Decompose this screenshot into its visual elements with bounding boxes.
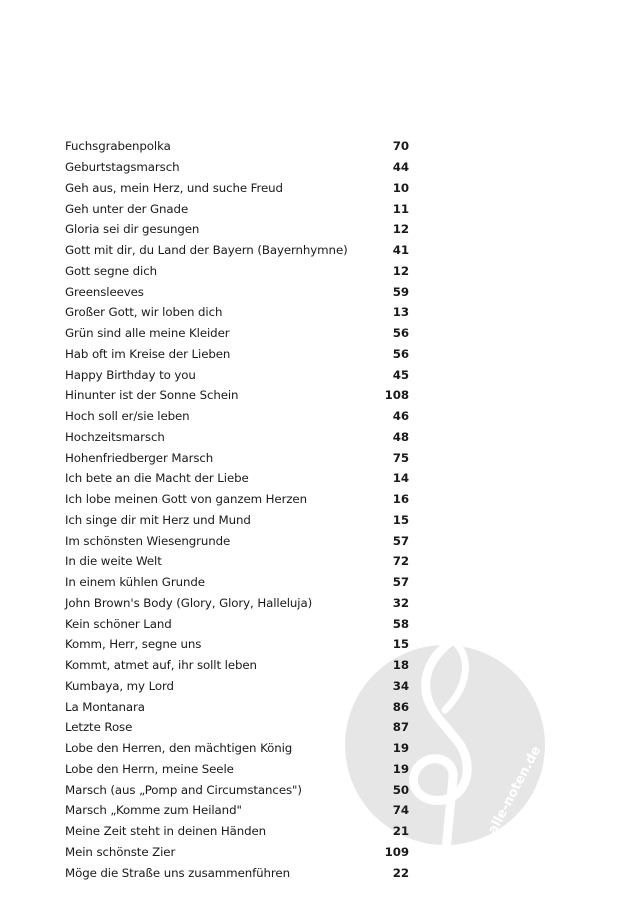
toc-entry-title: John Brown's Body (Glory, Glory, Halleluja) <box>65 595 313 610</box>
toc-entry-title: Meine Zeit steht in deinen Händen <box>65 824 267 839</box>
toc-entry <box>65 468 409 489</box>
toc-entry-page: 18 <box>392 658 409 673</box>
toc-entry-page: 70 <box>392 139 409 154</box>
toc-entry <box>65 323 409 344</box>
toc-entry-title: In einem kühlen Grunde <box>65 575 205 590</box>
toc-entry <box>65 696 409 717</box>
toc-entry <box>65 821 409 842</box>
toc-entry-title: Hab oft im Kreise der Lieben <box>65 346 231 361</box>
toc-entry-title: Hohenfriedberger Marsch <box>65 450 214 465</box>
toc-entry-page: 57 <box>392 533 409 548</box>
toc-entry-title: Mein schönste Zier <box>65 844 176 859</box>
toc-entry-page: 15 <box>392 637 409 652</box>
toc-entry-title: Gott mit dir, du Land der Bayern (Bayernhymne) <box>65 243 348 258</box>
toc-entry <box>65 655 409 676</box>
toc-entry-title: Geh aus, mein Herz, und suche Freud <box>65 180 283 195</box>
toc-entry <box>65 572 409 593</box>
toc-entry <box>65 593 409 614</box>
toc-entry <box>65 510 409 531</box>
toc-entry-page: 16 <box>392 492 409 507</box>
toc-entry-page: 108 <box>384 388 409 403</box>
toc-entry-page: 59 <box>392 284 409 299</box>
toc-entry-page: 15 <box>392 512 409 527</box>
toc-entry-page: 50 <box>392 782 409 797</box>
toc-entry <box>65 759 409 780</box>
toc-entry-page: 41 <box>392 243 409 258</box>
toc-entry <box>65 344 409 365</box>
toc-entry-page: 45 <box>392 367 409 382</box>
toc-entry <box>65 136 409 157</box>
toc-entry <box>65 551 409 572</box>
toc-entry-title: Marsch (aus „Pomp and Circumstances") <box>65 782 302 797</box>
toc-entry-page: 14 <box>392 471 409 486</box>
toc-entry <box>65 447 409 468</box>
toc-entry <box>65 219 409 240</box>
toc-entry <box>65 779 409 800</box>
toc-entry-title: In die weite Welt <box>65 554 162 569</box>
toc-entry-title: Kein schöner Land <box>65 616 172 631</box>
toc-entry <box>65 240 409 261</box>
toc-entry-title: Gloria sei dir gesungen <box>65 222 200 237</box>
toc-entry-page: 75 <box>392 450 409 465</box>
toc-entry-title: Kommt, atmet auf, ihr sollt leben <box>65 658 257 673</box>
toc-entry <box>65 842 409 863</box>
toc-entry-page: 19 <box>392 741 409 756</box>
toc-entry-title: Im schönsten Wiesengrunde <box>65 533 231 548</box>
toc-entry-title: Kumbaya, my Lord <box>65 678 174 693</box>
toc-entry <box>65 634 409 655</box>
toc-entry <box>65 738 409 759</box>
toc-entry-page: 21 <box>392 824 409 839</box>
toc-entry <box>65 178 409 199</box>
toc-entry-page: 56 <box>392 346 409 361</box>
toc-entry-page: 74 <box>392 803 409 818</box>
toc-entry <box>65 261 409 282</box>
toc-entry-title: Hoch soll er/sie leben <box>65 409 190 424</box>
toc-entry-title: Geh unter der Gnade <box>65 201 189 216</box>
table-of-contents <box>65 136 409 883</box>
toc-entry <box>65 530 409 551</box>
toc-entry <box>65 198 409 219</box>
toc-entry-page: 109 <box>384 844 409 859</box>
toc-entry-title: Happy Birthday to you <box>65 367 196 382</box>
toc-entry-title: Ich bete an die Macht der Liebe <box>65 471 249 486</box>
toc-entry-page: 22 <box>392 865 409 880</box>
toc-entry-page: 48 <box>392 429 409 444</box>
toc-entry <box>65 800 409 821</box>
toc-entry <box>65 406 409 427</box>
toc-entry <box>65 157 409 178</box>
toc-entry-page: 19 <box>392 761 409 776</box>
toc-entry-page: 72 <box>392 554 409 569</box>
toc-entry-title: Fuchsgrabenpolka <box>65 139 171 154</box>
toc-entry-page: 46 <box>392 409 409 424</box>
toc-entry <box>65 364 409 385</box>
toc-entry-title: Grün sind alle meine Kleider <box>65 326 230 341</box>
toc-entry <box>65 302 409 323</box>
toc-entry <box>65 427 409 448</box>
toc-entry-page: 34 <box>392 678 409 693</box>
toc-entry-title: Gott segne dich <box>65 263 157 278</box>
toc-entry-title: Ich singe dir mit Herz und Mund <box>65 512 251 527</box>
watermark-text: alle-noten.de <box>485 743 545 837</box>
toc-entry <box>65 281 409 302</box>
toc-entry-page: 12 <box>392 222 409 237</box>
toc-entry <box>65 717 409 738</box>
toc-entry-title: Möge die Straße uns zusammenführen <box>65 865 290 880</box>
toc-entry-title: Geburtstagsmarsch <box>65 160 180 175</box>
toc-entry-title: Marsch „Komme zum Heiland" <box>65 803 242 818</box>
toc-entry-title: Hinunter ist der Sonne Schein <box>65 388 239 403</box>
toc-entry <box>65 862 409 883</box>
toc-entry <box>65 613 409 634</box>
toc-entry-title: Lobe den Herren, den mächtigen König <box>65 741 293 756</box>
toc-entry-page: 56 <box>392 326 409 341</box>
toc-entry-title: Großer Gott, wir loben dich <box>65 305 223 320</box>
toc-entry-page: 57 <box>392 575 409 590</box>
toc-entry-title: Ich lobe meinen Gott von ganzem Herzen <box>65 492 307 507</box>
toc-entry-page: 32 <box>392 595 409 610</box>
toc-entry-page: 86 <box>392 699 409 714</box>
toc-entry <box>65 676 409 697</box>
toc-entry-page: 13 <box>392 305 409 320</box>
toc-entry-title: Lobe den Herrn, meine Seele <box>65 761 234 776</box>
toc-entry-page: 58 <box>392 616 409 631</box>
toc-entry-page: 12 <box>392 263 409 278</box>
toc-entry <box>65 489 409 510</box>
toc-entry-title: Letzte Rose <box>65 720 133 735</box>
toc-entry-title: Komm, Herr, segne uns <box>65 637 202 652</box>
toc-entry-page: 44 <box>392 160 409 175</box>
toc-entry-page: 11 <box>392 201 409 216</box>
toc-entry-title: La Montanara <box>65 699 145 714</box>
toc-entry-title: Hochzeitsmarsch <box>65 429 165 444</box>
toc-entry-title: Greensleeves <box>65 284 144 299</box>
toc-entry-page: 10 <box>392 180 409 195</box>
toc-entry <box>65 385 409 406</box>
toc-entry-page: 87 <box>392 720 409 735</box>
